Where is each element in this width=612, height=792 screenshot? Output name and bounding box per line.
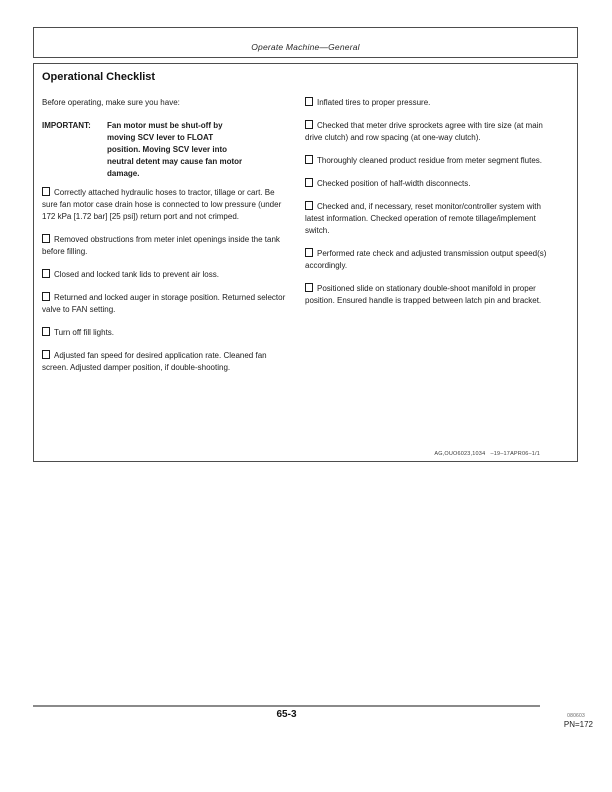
checklist-item: [42, 327, 290, 339]
checklist-item-text: Removed obstructions from meter inlet openings inside the tank before filling.: [42, 235, 280, 256]
checkbox-icon: [305, 155, 313, 164]
checkbox-icon: [42, 350, 50, 359]
section-title: Operational Checklist: [42, 71, 156, 83]
checkbox-icon: [305, 97, 313, 106]
checklist-item-text: Adjusted fan speed for desired application rate. Cleaned fan screen. Adjusted damper position, if double-shooting.: [42, 351, 267, 372]
checklist-item-text: Returned and locked auger in storage position. Returned selector valve to FAN setting.: [42, 293, 286, 314]
checklist-item: [305, 178, 553, 190]
checklist-columns: [42, 97, 569, 385]
footer-rule: [33, 705, 540, 707]
checklist-item: [42, 269, 290, 281]
checklist-item-text: Thoroughly cleaned product residue from meter segment flutes.: [317, 156, 543, 165]
checklist-item: [305, 201, 553, 237]
checkbox-icon: [305, 120, 313, 129]
checkbox-icon: [42, 327, 50, 336]
checkbox-icon: [305, 201, 313, 210]
checklist-item-text: Correctly attached hydraulic hoses to tractor, tillage or cart. Be sure fan motor case drain hose is connected to low pressure (under 172 kPa [1.72 bar] [25 psi]) return port and not crimped.: [42, 188, 282, 221]
checklist-item: [42, 350, 290, 374]
checkbox-icon: [305, 248, 313, 257]
checkbox-icon: [42, 269, 50, 278]
checklist-box: [33, 63, 578, 462]
checklist-item: [305, 283, 553, 307]
running-header: [33, 27, 578, 58]
important-notice: [42, 120, 290, 180]
important-text: Fan motor must be shut-off by moving SCV lever to FLOAT position. Moving SCV lever into neutral detent may cause fan motor damage.: [107, 121, 243, 178]
checklist-item-text: Checked position of half-width disconnects.: [317, 179, 471, 188]
checkbox-icon: [42, 234, 50, 243]
page-number: 65-3: [276, 709, 297, 720]
checklist-item: [305, 120, 553, 144]
checklist-column-left: [42, 97, 290, 385]
checklist-item: [305, 248, 553, 272]
running-header-title: Operate Machine—General: [251, 42, 360, 52]
checklist-item-text: Positioned slide on stationary double-shoot manifold in proper position. Ensured handle is trapped between latch pin and bracket.: [305, 284, 542, 305]
footer-pn: PN=172: [563, 720, 593, 729]
reference-code: AG,OUO6023,1034 –19–17APR06–1/1: [434, 451, 540, 457]
checklist-item: [42, 292, 290, 316]
checklist-item: [42, 234, 290, 258]
checkbox-icon: [305, 283, 313, 292]
intro-text: Before operating, make sure you have:: [42, 98, 180, 107]
checklist-item-text: Checked and, if necessary, reset monitor/controller system with latest information. Checked operation of remote tillage/implement switch.: [305, 202, 541, 235]
checklist-item-text: Closed and locked tank lids to prevent air loss.: [54, 270, 219, 279]
checklist-item-text: Turn off fill lights.: [54, 328, 115, 337]
checkbox-icon: [305, 178, 313, 187]
important-label: IMPORTANT:: [42, 121, 91, 130]
checklist-item-text: Performed rate check and adjusted transmission output speed(s) accordingly.: [305, 249, 547, 270]
checklist-item: [305, 97, 553, 109]
checkbox-icon: [42, 187, 50, 196]
checkbox-icon: [42, 292, 50, 301]
checklist-item-text: Checked that meter drive sprockets agree with tire size (at main drive clutch) and row spacing (at one-way clutch).: [305, 121, 543, 142]
footer-date-code: 080603: [567, 713, 585, 719]
checklist-item: [305, 155, 553, 167]
checklist-item-text: Inflated tires to proper pressure.: [317, 98, 431, 107]
checklist-item: [42, 187, 290, 223]
checklist-column-right: [305, 97, 553, 385]
